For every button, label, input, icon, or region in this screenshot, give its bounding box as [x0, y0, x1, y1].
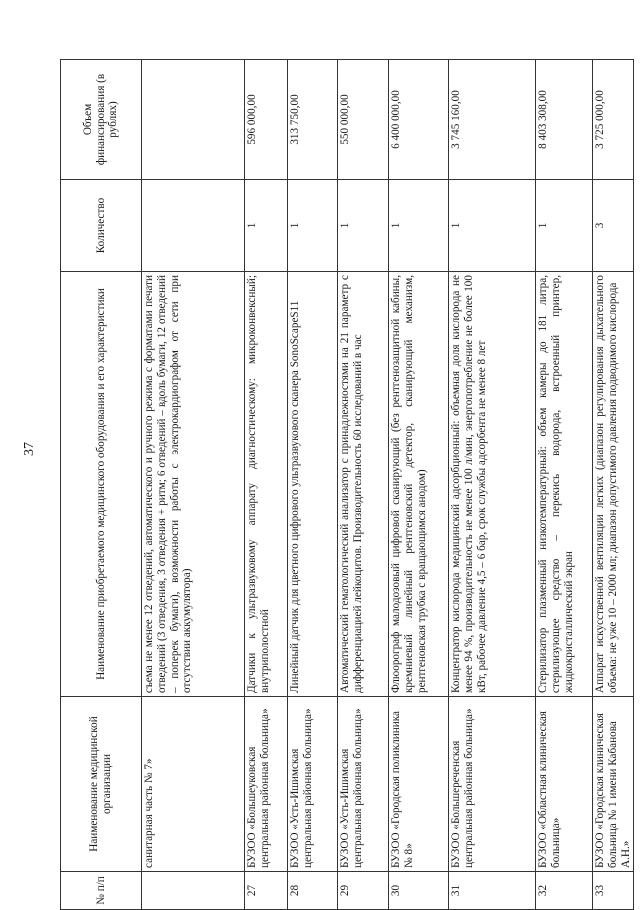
- row-quantity: 1: [536, 180, 593, 272]
- row-num: 32: [536, 872, 593, 910]
- table-row: [593, 60, 634, 910]
- row-organization: БУЗОО «Городская поликлиника № 8»: [389, 697, 449, 872]
- header-amount: Объем финансирования (в рублях): [61, 60, 142, 180]
- row-quantity: 1: [338, 180, 389, 272]
- row-equipment: Флюорограф малодозовый цифровой сканирующий (без рентгенозащитной кабины, кремниевый линейный рентгеновский детектор, сканирующий механизм, рентгеновская трубка с вращающимся анодом): [389, 272, 449, 697]
- row-organization: БУЗОО «Областная клиническая больница»: [536, 697, 593, 872]
- row-num: 30: [389, 872, 449, 910]
- row-amount: 313 750,00: [288, 60, 338, 180]
- table-row: [245, 60, 288, 910]
- row-equipment: Стерилизатор плазменный низкотемпературный: объем камеры до 181 литра, стерилизующее средство – перекись водорода, встроенный принтер, жидкокристаллический экран: [536, 272, 593, 697]
- row-quantity: [142, 180, 245, 272]
- row-num: 29: [338, 872, 389, 910]
- row-num: 27: [245, 872, 288, 910]
- header-quantity: Количество: [61, 180, 142, 272]
- row-amount: 3 725 000,00: [593, 60, 634, 180]
- row-equipment: Датчики к ультразвуковому аппарату диагностическому: микроконвексный; внутриполостной: [245, 272, 288, 697]
- row-num: [142, 872, 245, 910]
- row-equipment: Концентратор кислорода медицинский адсорбционный: объемная доля кислорода не менее 94 %, производительность не менее 100 л/мин, энергопотребление не более 100 кВт, рабочее давление 4,5 – 6 бар, срок службы адсорбента не менее 8 лет: [449, 272, 536, 697]
- row-amount: 8 403 308,00: [536, 60, 593, 180]
- row-equipment: съема не менее 12 отведений, автоматического и ручного режима с форматами печати отведений (3 отведения, 3 отведения + ритм; 6 отведений – вдоль бумаги, 12 отведений – поперек бумаги), возможности работы с электрокардиографом от сети при отсутствии аккумулятора): [142, 272, 245, 697]
- row-equipment: Аппарат искусственной вентиляции легких (диапазон регулирования дыхательного объема: не уже 10 – 2000 мл; диапазон допустимого давления подводимого кислорода: [593, 272, 634, 697]
- row-num: 33: [593, 872, 634, 910]
- row-organization: санитарная часть № 7»: [142, 697, 245, 872]
- table-header-row: [61, 60, 142, 910]
- row-amount: 6 400 000,00: [389, 60, 449, 180]
- row-num: 31: [449, 872, 536, 910]
- table-row: [449, 60, 536, 910]
- table-row: [536, 60, 593, 910]
- row-organization: БУЗОО «Большереченская центральная районная больница»: [449, 697, 536, 872]
- row-num: 28: [288, 872, 338, 910]
- row-quantity: 1: [245, 180, 288, 272]
- row-amount: 3 745 160,00: [449, 60, 536, 180]
- row-amount: 550 000,00: [338, 60, 389, 180]
- row-quantity: 3: [593, 180, 634, 272]
- document-page: [60, 60, 640, 910]
- table-row: [142, 60, 245, 910]
- table-row: [288, 60, 338, 910]
- row-quantity: 1: [389, 180, 449, 272]
- row-organization: БУЗОО «Городская клиническая больница № 1 имени Кабанова А.Н.»: [593, 697, 634, 872]
- header-num: № п/п: [61, 872, 142, 910]
- row-organization: БУЗОО «Усть-Ишимская центральная районная больница»: [338, 697, 389, 872]
- table-row: [338, 60, 389, 910]
- row-amount: 596 000,00: [245, 60, 288, 180]
- page-number: 37: [22, 442, 37, 456]
- row-quantity: 1: [449, 180, 536, 272]
- header-organization: Наименование медицинской организации: [61, 697, 142, 872]
- row-equipment: Автоматический гематологический анализатор с принадлежностями на 21 параметр с дифференциацией лейкоцитов. Производительность 60 исследований в час: [338, 272, 389, 697]
- rotated-table-container: [60, 60, 632, 910]
- row-quantity: 1: [288, 180, 338, 272]
- row-amount: [142, 60, 245, 180]
- row-organization: БУЗОО «Усть-Ишимская центральная районная больница»: [288, 697, 338, 872]
- header-equipment: Наименование приобретаемого медицинского оборудования и его характеристики: [61, 272, 142, 697]
- table-row: [389, 60, 449, 910]
- row-organization: БУЗОО «Большеуковская центральная районная больница»: [245, 697, 288, 872]
- row-equipment: Линейный датчик для цветного цифрового ультразвукового сканера SonoScapeS11: [288, 272, 338, 697]
- equipment-table: [60, 59, 634, 910]
